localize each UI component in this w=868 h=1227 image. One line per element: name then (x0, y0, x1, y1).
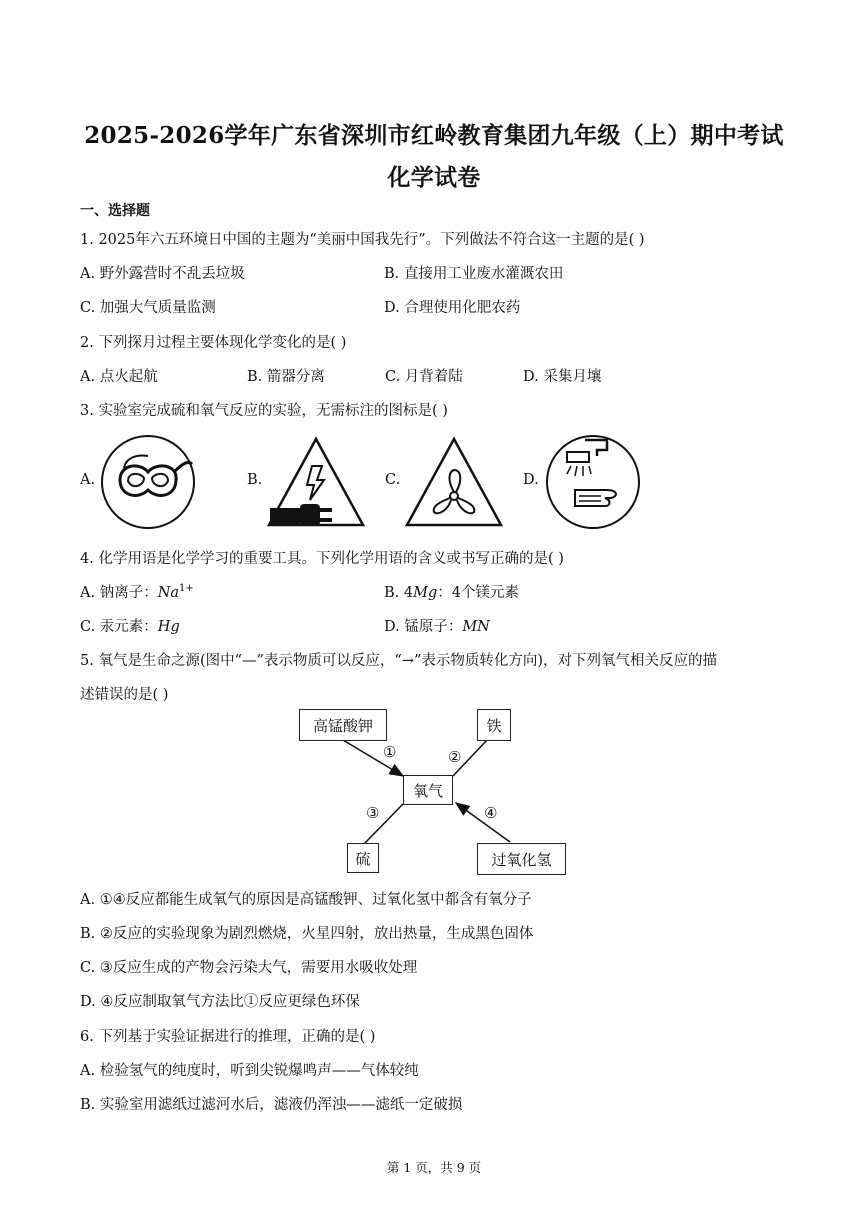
box-iron: 铁 (477, 709, 511, 741)
question-5-stem: 5. 氧气是生命之源(图中“—”表示物质可以反应，“→”表示物质转化方向)，对下列氧气相关反应的描 (80, 653, 718, 669)
box-sulfur: 硫 (347, 843, 379, 873)
option-b-label: B. 4 (384, 585, 414, 601)
question-6-stem: 6. 下列基于实验证据进行的推理，正确的是( ) (80, 1029, 376, 1045)
arrow-h2o2-to-o2 (456, 803, 510, 842)
manganese-symbol: MN (462, 619, 490, 635)
question-2-option-b: B. 箭器分离 (247, 369, 325, 385)
label-reaction-1: ① (383, 743, 397, 761)
page-footer: 第 1 页，共 9 页 (386, 1160, 482, 1175)
charge-superscript: 1+ (179, 583, 194, 595)
question-3-option-b: B. (247, 472, 263, 488)
question-1-option-d: D. 合理使用化肥农药 (384, 300, 521, 316)
question-2-option-c: C. 月背着陆 (385, 369, 463, 385)
question-5-option-a: A. ①④反应都能生成氧气的原因是高锰酸钾、过氧化氢中都含有氧分子 (80, 892, 532, 908)
question-3-option-c: C. (385, 472, 401, 488)
question-4-stem: 4. 化学用语是化学学习的重要工具。下列化学用语的含义或书写正确的是( ) (80, 551, 564, 567)
question-2-option-d: D. 采集月壤 (523, 369, 602, 385)
option-d-label: D. 锰原子： (384, 619, 463, 635)
magnesium-symbol: Mg (413, 585, 438, 601)
box-hydrogen-peroxide: 过氧化氢 (477, 843, 566, 875)
box-potassium-permanganate: 高锰酸钾 (299, 709, 387, 741)
sodium-symbol: Na (157, 585, 180, 601)
question-5-stem-cont: 述错误的是( ) (80, 687, 169, 703)
label-reaction-3: ③ (366, 804, 380, 822)
question-1-stem: 1. 2025年六五环境日中国的主题为“美丽中国我先行”。下列做法不符合这一主题的是( ) (80, 232, 645, 248)
question-6-option-a: A. 检验氢气的纯度时，听到尖锐爆鸣声——气体较纯 (80, 1063, 419, 1079)
question-1-option-a: A. 野外露营时不乱丢垃圾 (80, 266, 245, 282)
exam-title: 2025-2026学年广东省深圳市红岭教育集团九年级（上）期中考试 (84, 122, 784, 149)
question-1-option-b: B. 直接用工业废水灌溉农田 (384, 266, 564, 282)
exam-subtitle: 化学试卷 (387, 164, 481, 191)
box-oxygen: 氧气 (403, 775, 453, 805)
question-3-option-d: D. (523, 472, 539, 488)
question-5-option-b: B. ②反应的实验现象为剧烈燃烧，火星四射，放出热量，生成黑色固体 (80, 926, 534, 942)
question-6-option-b: B. 实验室用滤纸过滤河水后，滤液仍浑浊——滤纸一定破损 (80, 1097, 463, 1113)
question-5-option-c: C. ③反应生成的产物会污染大气，需要用水吸收处理 (80, 960, 418, 976)
label-reaction-4: ④ (484, 804, 498, 822)
mercury-symbol: Hg (157, 619, 180, 635)
option-b-tail: ：4个镁元素 (437, 585, 519, 601)
question-2-option-a: A. 点火起航 (80, 369, 158, 385)
question-2-stem: 2. 下列探月过程主要体现化学变化的是( ) (80, 335, 347, 351)
section-heading: 一、选择题 (80, 203, 150, 219)
option-a-label: A. 钠离子： (80, 585, 158, 601)
question-3-option-a: A. (80, 472, 96, 488)
question-1-option-c: C. 加强大气质量监测 (80, 300, 216, 316)
label-reaction-2: ② (448, 748, 462, 766)
question-5-option-d: D. ④反应制取氧气方法比①反应更绿色环保 (80, 994, 360, 1010)
question-3-stem: 3. 实验室完成硫和氧气反应的实验，无需标注的图标是( ) (80, 403, 448, 419)
option-c-label: C. 汞元素： (80, 619, 158, 635)
